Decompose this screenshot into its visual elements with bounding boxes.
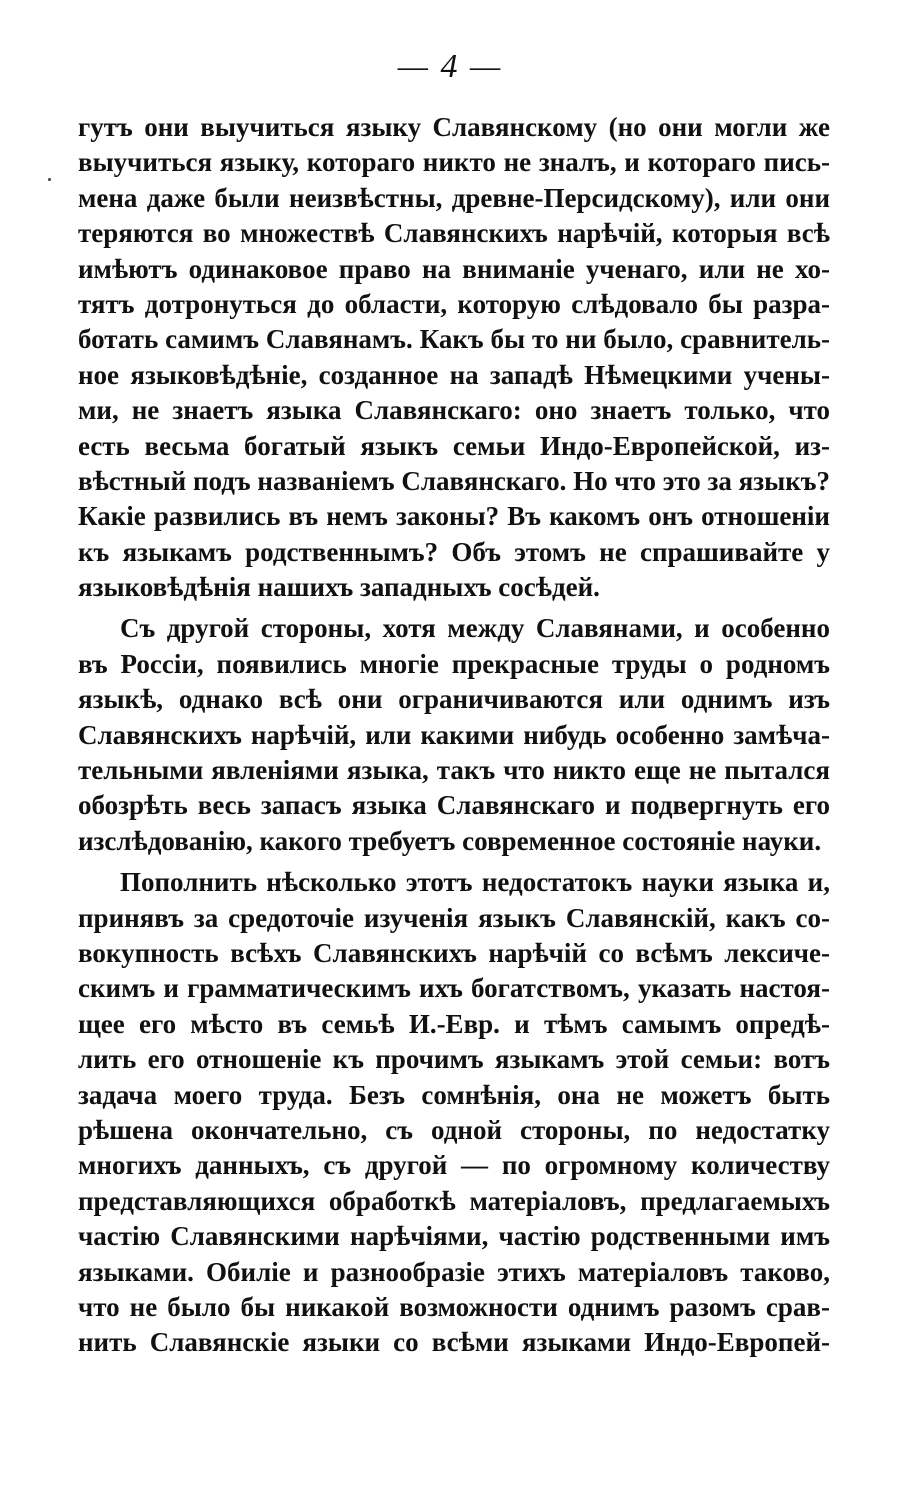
- text-line: Пополнить нѣсколько этотъ недостатокъ науки языка и,: [120, 867, 830, 898]
- text-line: частію Славянскими нарѣчіями, частію родственными имъ: [78, 1221, 830, 1252]
- text-line: теряются во множествѣ Славянскихъ нарѣчій, которыя всѣ: [78, 218, 830, 249]
- text-line: Славянскихъ нарѣчій, или какими нибудь особенно замѣча-: [78, 719, 830, 750]
- text-line: многихъ данныхъ, съ другой — по огромному количеству: [78, 1150, 830, 1181]
- text-line: представляющихся обработкѣ матеріаловъ, предлагаемыхъ: [78, 1185, 830, 1216]
- text-line: принявъ за средоточіе изученія языкъ Славянскій, какъ со-: [78, 902, 830, 933]
- text-line: гутъ они выучиться языку Славянскому (но они могли же: [78, 112, 830, 142]
- text-line: Какіе развились въ немъ законы? Въ какомъ онъ отношеніи: [78, 501, 830, 532]
- text-line: въ Россіи, появились многіе прекрасные труды о родномъ: [78, 648, 830, 679]
- text-line: щее его мѣсто въ семьѣ И.-Евр. и тѣмъ самымъ опредѣ-: [78, 1008, 830, 1039]
- text-line: скимъ и грамматическимъ ихъ богатствомъ, указать настоя-: [78, 973, 830, 1004]
- page-body-text: [78, 110, 830, 1361]
- text-line: выучиться языку, котораго никто не зналъ, и котораго пись-: [78, 147, 830, 178]
- text-line: мена даже были неизвѣстны, древне-Персидскому), или они: [78, 182, 830, 213]
- text-line: вокупность всѣхъ Славянскихъ нарѣчій со всѣмъ лексиче-: [78, 937, 830, 968]
- paragraph-2: [78, 611, 830, 859]
- text-line: обозрѣть весь запасъ языка Славянскаго и подвергнуть его: [78, 790, 830, 821]
- text-line: языковѣдѣнія нашихъ западныхъ сосѣдей.: [78, 572, 600, 603]
- text-line: вѣстный подъ названіемъ Славянскаго. Но что это за языкъ?: [78, 465, 830, 496]
- paragraph-1: [78, 110, 830, 605]
- text-line: есть весьма богатый языкъ семьи Индо-Европейской, из-: [78, 430, 830, 461]
- text-line: изслѣдованію, какого требуетъ современное состояніе науки.: [78, 825, 822, 856]
- page-number: — 4 —: [397, 48, 503, 85]
- text-line: языкѣ, однако всѣ они ограничиваются или однимъ изъ: [78, 684, 830, 715]
- text-line: тятъ дотронуться до области, которую слѣдовало бы разра-: [78, 288, 830, 319]
- text-line: тельными явленіями языка, такъ что никто еще не пытался: [78, 755, 830, 786]
- paragraph-3: [78, 865, 830, 1360]
- text-line: ми, не знаетъ языка Славянскаго: оно знаетъ только, что: [78, 395, 830, 426]
- text-line: Съ другой стороны, хотя между Славянами, и особенно: [120, 613, 830, 644]
- text-line: ботать самимъ Славянамъ. Какъ бы то ни было, сравнитель-: [78, 324, 830, 355]
- text-line: имѣютъ одинаковое право на вниманіе ученаго, или не хо-: [78, 253, 830, 284]
- text-line: что не было бы никакой возможности однимъ разомъ срав-: [78, 1291, 830, 1322]
- text-line: ное языковѣдѣніе, созданное на западѣ Нѣмецкими учены-: [78, 359, 830, 390]
- text-line: къ языкамъ родственнымъ? Объ этомъ не спрашивайте у: [78, 536, 830, 567]
- text-line: лить его отношеніе къ прочимъ языкамъ этой семьи: вотъ: [78, 1044, 830, 1075]
- print-speck: [48, 178, 51, 181]
- text-line: рѣшена окончательно, съ одной стороны, по недостатку: [78, 1114, 830, 1145]
- text-line: нить Славянскіе языки со всѣми языками Индо-Европей-: [78, 1327, 830, 1358]
- text-line: задача моего труда. Безъ сомнѣнія, она не можетъ быть: [78, 1079, 830, 1110]
- text-line: языками. Обиліе и разнообразіе этихъ матеріаловъ таково,: [78, 1256, 830, 1287]
